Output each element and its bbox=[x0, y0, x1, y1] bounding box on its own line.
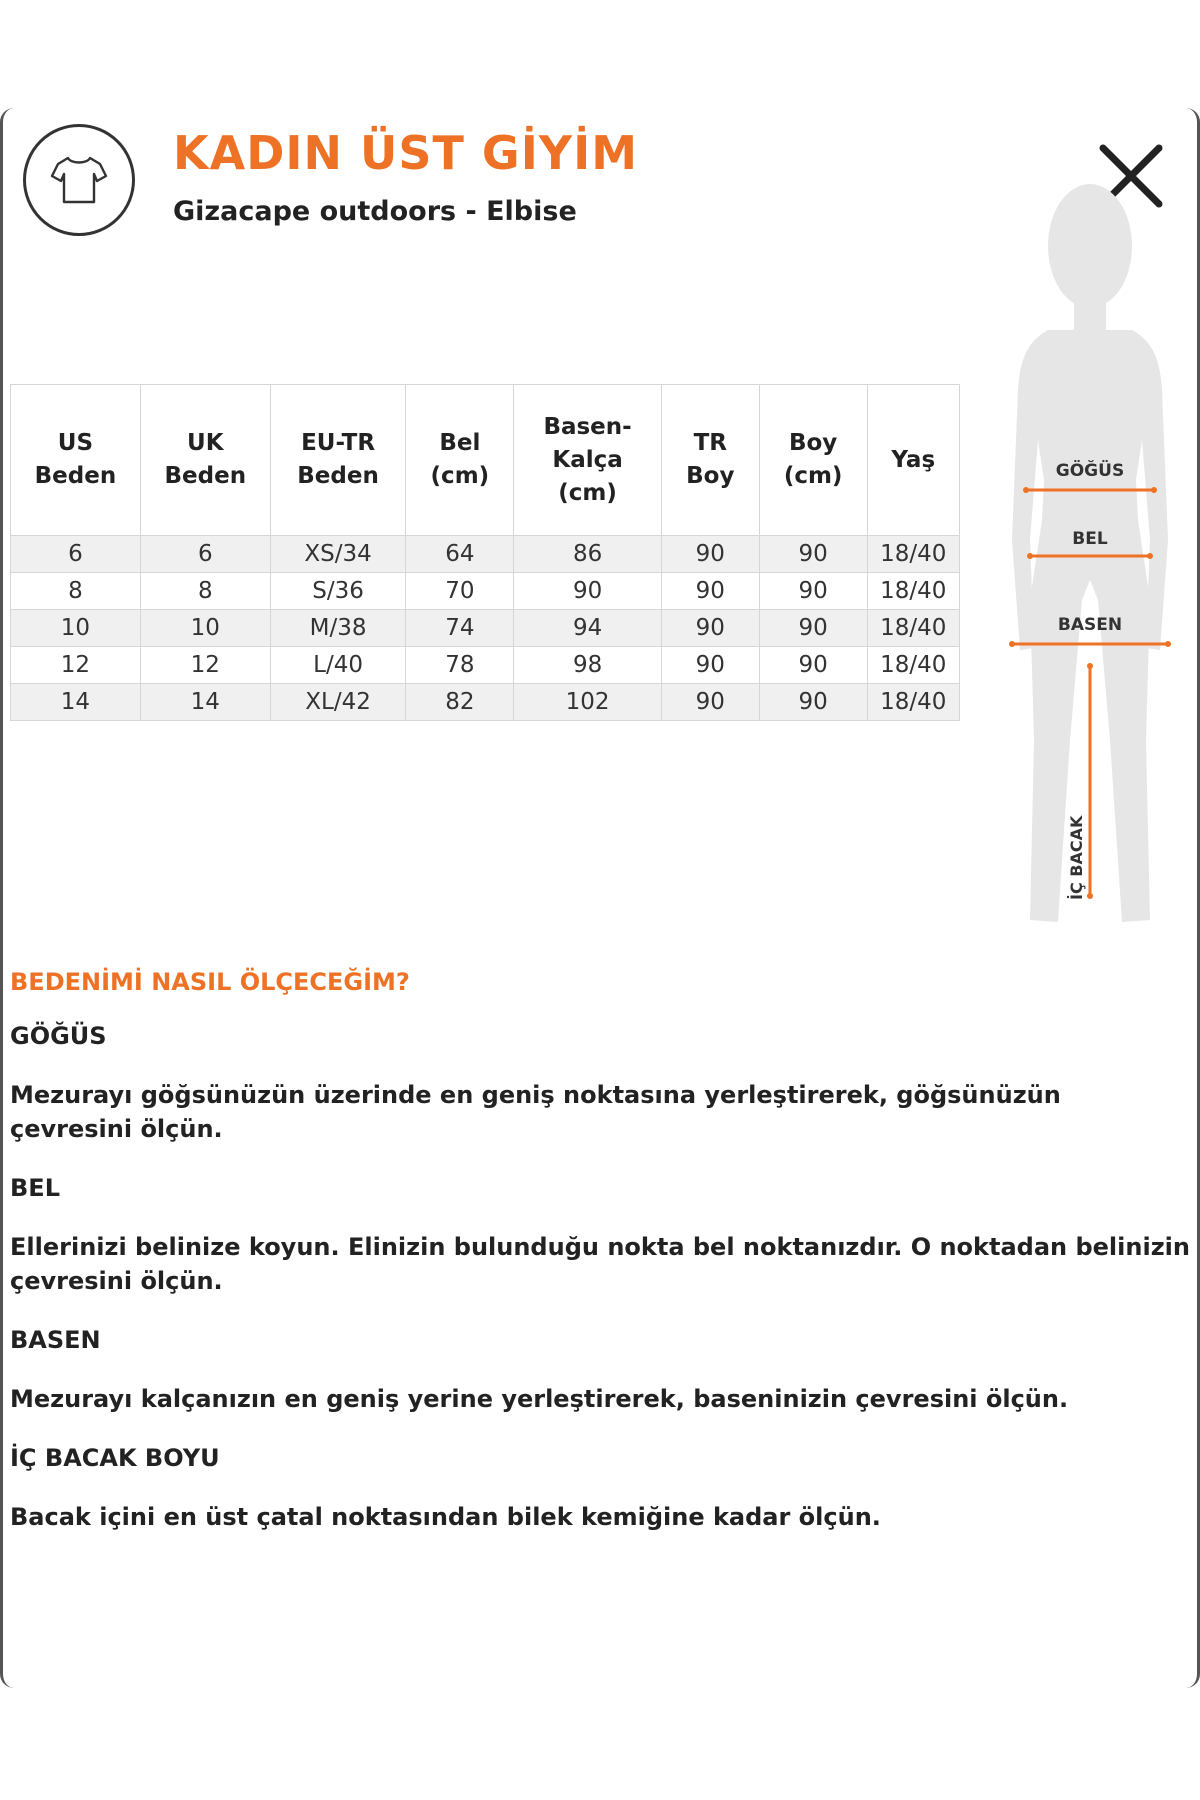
table-cell: XS/34 bbox=[270, 536, 406, 573]
page-title: KADIN ÜST GİYİM bbox=[173, 126, 639, 180]
guide-item-bel bbox=[10, 1174, 1190, 1298]
table-cell: 98 bbox=[514, 647, 662, 684]
table-cell: 90 bbox=[661, 684, 759, 721]
body-measurement-figure bbox=[990, 180, 1190, 940]
table-cell: 70 bbox=[406, 573, 514, 610]
how-to-measure-title: BEDENİMİ NASIL ÖLÇECEĞİM? bbox=[10, 968, 410, 996]
size-table bbox=[10, 384, 960, 721]
tshirt-icon bbox=[50, 154, 108, 206]
table-cell: 90 bbox=[661, 610, 759, 647]
table-cell: 90 bbox=[759, 684, 867, 721]
table-cell: 90 bbox=[759, 647, 867, 684]
table-cell: 78 bbox=[406, 647, 514, 684]
product-subtitle: Gizacape outdoors - Elbise bbox=[173, 196, 577, 227]
table-cell: 90 bbox=[661, 536, 759, 573]
guide-text: Mezurayı kalçanızın en geniş yerine yerleştirerek, baseninizin çevresini ölçün. bbox=[10, 1385, 1069, 1413]
guide-heading: BEL bbox=[10, 1174, 60, 1202]
table-cell: 10 bbox=[11, 610, 141, 647]
table-row bbox=[11, 684, 960, 721]
table-cell: 18/40 bbox=[867, 573, 959, 610]
gogus-label: GÖĞÜS bbox=[1055, 461, 1125, 481]
table-header-row bbox=[11, 385, 960, 536]
guide-text: Ellerinizi belinize koyun. Elinizin bulunduğu nokta bel noktanızdır. O noktadan belinizin çevresini ölçün. bbox=[10, 1233, 1190, 1295]
guide-heading: GÖĞÜS bbox=[10, 1022, 107, 1050]
table-cell: 82 bbox=[406, 684, 514, 721]
guide-item-ic-bacak bbox=[10, 1444, 1190, 1534]
col-header-boy: Boy (cm) bbox=[759, 385, 867, 536]
measurement-guide bbox=[10, 1022, 1190, 1562]
table-cell: 18/40 bbox=[867, 647, 959, 684]
table-cell: 74 bbox=[406, 610, 514, 647]
table-row bbox=[11, 573, 960, 610]
guide-text: Bacak içini en üst çatal noktasından bilek kemiğine kadar ölçün. bbox=[10, 1503, 881, 1531]
guide-item-gogus bbox=[10, 1022, 1190, 1146]
guide-item-basen bbox=[10, 1326, 1190, 1416]
col-header-basen: Basen- Kalça (cm) bbox=[514, 385, 662, 536]
table-cell: L/40 bbox=[270, 647, 406, 684]
table-cell: 12 bbox=[140, 647, 270, 684]
table-row bbox=[11, 647, 960, 684]
table-cell: 18/40 bbox=[867, 684, 959, 721]
guide-heading: İÇ BACAK BOYU bbox=[10, 1444, 220, 1472]
col-header-us: US Beden bbox=[11, 385, 141, 536]
col-header-uk: UK Beden bbox=[140, 385, 270, 536]
table-cell: 6 bbox=[11, 536, 141, 573]
guide-heading: BASEN bbox=[10, 1326, 101, 1354]
guide-text: Mezurayı göğsünüzün üzerinde en geniş noktasına yerleştirerek, göğsünüzün çevresini ölçün. bbox=[10, 1081, 1061, 1143]
table-cell: 14 bbox=[11, 684, 141, 721]
figure-head bbox=[1048, 184, 1132, 308]
table-cell: 90 bbox=[661, 647, 759, 684]
table-cell: 64 bbox=[406, 536, 514, 573]
table-cell: 90 bbox=[661, 573, 759, 610]
table-cell: 18/40 bbox=[867, 610, 959, 647]
table-cell: 14 bbox=[140, 684, 270, 721]
col-header-bel: Bel (cm) bbox=[406, 385, 514, 536]
table-cell: 12 bbox=[11, 647, 141, 684]
table-cell: 90 bbox=[514, 573, 662, 610]
table-row bbox=[11, 536, 960, 573]
table-cell: 18/40 bbox=[867, 536, 959, 573]
table-cell: XL/42 bbox=[270, 684, 406, 721]
table-row bbox=[11, 610, 960, 647]
table-cell: M/38 bbox=[270, 610, 406, 647]
col-header-yas: Yaş bbox=[867, 385, 959, 536]
basen-label: BASEN bbox=[1057, 615, 1123, 635]
table-cell: 102 bbox=[514, 684, 662, 721]
table-cell: 94 bbox=[514, 610, 662, 647]
figure-neck bbox=[1074, 298, 1106, 332]
table-cell: 86 bbox=[514, 536, 662, 573]
col-header-eu-tr: EU-TR Beden bbox=[270, 385, 406, 536]
table-cell: 90 bbox=[759, 536, 867, 573]
col-header-tr-boy: TR Boy bbox=[661, 385, 759, 536]
table-cell: 6 bbox=[140, 536, 270, 573]
table-cell: 90 bbox=[759, 573, 867, 610]
ic-bacak-label: İÇ BACAK bbox=[1067, 815, 1086, 900]
bel-label: BEL bbox=[1072, 529, 1108, 549]
table-cell: 8 bbox=[11, 573, 141, 610]
table-cell: 90 bbox=[759, 610, 867, 647]
tshirt-icon-badge bbox=[23, 124, 135, 236]
table-cell: 10 bbox=[140, 610, 270, 647]
table-cell: S/36 bbox=[270, 573, 406, 610]
table-cell: 8 bbox=[140, 573, 270, 610]
